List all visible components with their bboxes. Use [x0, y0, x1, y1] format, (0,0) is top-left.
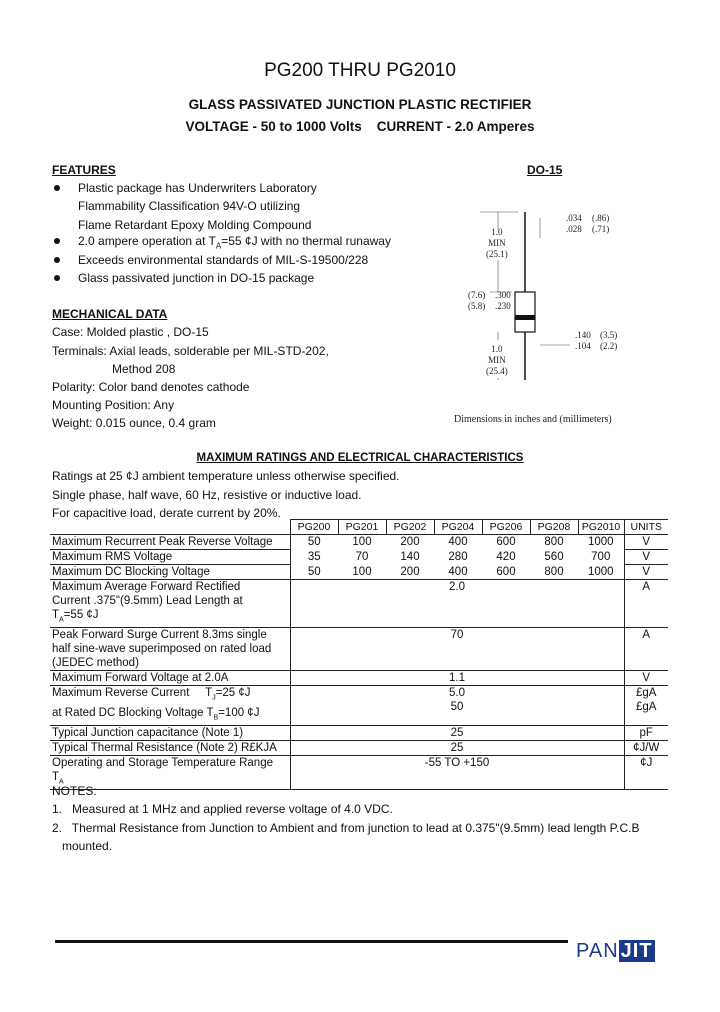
- feature-line: Glass passivated junction in DO-15 package: [78, 271, 315, 285]
- column-header: PG208: [530, 520, 578, 535]
- cell-value: 400: [448, 536, 468, 548]
- column-header: PG202: [386, 520, 434, 535]
- dim-lead-length-bottom: 1.0 MIN (25.4): [486, 344, 508, 376]
- logo-text-jit: JIT: [620, 940, 653, 962]
- cell-value: 70: [290, 628, 624, 671]
- cell-value: 400: [448, 565, 468, 578]
- cell-value: 5.0 50: [290, 686, 624, 726]
- table-row: [50, 755, 668, 789]
- cell-value: 1000: [587, 565, 614, 578]
- cell-unit: A: [624, 580, 668, 628]
- row-label: Maximum Average Forward Rectified Current .375"(9.5mm) Lead Length at $T_A=55$ ¢J: [50, 580, 290, 628]
- cell-value: 50: [307, 565, 321, 578]
- dim-lead-diameter-mm: (.86) (.71): [592, 213, 610, 234]
- mechanical-line: Polarity: Color band denotes cathode: [52, 380, 250, 394]
- table-row: [50, 725, 668, 740]
- cell-value: 25: [290, 725, 624, 740]
- dimensions-caption: Dimensions in inches and (millimeters): [454, 414, 612, 425]
- cell-value: 140: [400, 550, 420, 563]
- feature-line: Flame Retardant Epoxy Molding Compound: [78, 218, 312, 232]
- mechanical-heading: MECHANICAL DATA: [52, 307, 168, 321]
- table-row: [50, 671, 668, 686]
- cell-unit: A: [624, 628, 668, 671]
- cell-value: 800: [544, 565, 564, 578]
- cell-value: 25: [290, 740, 624, 755]
- mechanical-line: Mounting Position: Any: [52, 398, 175, 412]
- feature-line: Flammability Classification 94V-O utilizing: [78, 199, 301, 213]
- notes-heading: NOTES:: [52, 784, 97, 798]
- note-item: mounted.: [62, 839, 113, 853]
- cell-value: 800: [544, 536, 564, 548]
- cell-value: 420: [496, 550, 516, 563]
- table-row: [50, 550, 668, 565]
- dim-lead-diameter: .034 .028: [566, 213, 582, 234]
- table-row: [50, 580, 668, 628]
- table-row: [50, 535, 668, 550]
- ratings-table: [50, 519, 668, 790]
- cell-unit: £gA £gA: [624, 686, 668, 726]
- dim-body-length: .300 .230: [495, 290, 511, 311]
- row-label: Maximum Forward Voltage at 2.0A: [50, 671, 290, 686]
- features-heading: FEATURES: [52, 163, 116, 177]
- ratings-heading: MAXIMUM RATINGS AND ELECTRICAL CHARACTERISTICS: [196, 452, 524, 464]
- row-label: Maximum DC Blocking Voltage: [50, 565, 290, 580]
- subtitle-rectifier: GLASS PASSIVATED JUNCTION PLASTIC RECTIFIER: [188, 97, 532, 112]
- note-item: 1. Measured at 1 MHz and applied reverse voltage of 4.0 VDC.: [52, 802, 393, 816]
- column-header: PG200: [290, 520, 338, 535]
- column-header: PG206: [482, 520, 530, 535]
- cell-value: 560: [544, 550, 564, 563]
- page-title: PG200 THRU PG2010: [264, 60, 456, 81]
- cell-value: 50: [307, 536, 321, 548]
- cell-unit: ¢J/W: [624, 740, 668, 755]
- cell-value: 600: [496, 565, 516, 578]
- cell-unit: V: [624, 671, 668, 686]
- note-item: 2. Thermal Resistance from Junction to Ambient and from junction to lead at 0.375"(9.5mm) lead length P.C.B: [52, 821, 640, 835]
- row-label: Typical Thermal Resistance (Note 2) R£KJA: [50, 740, 290, 755]
- cell-value: 280: [448, 550, 468, 563]
- row-label: Maximum Reverse Current $T_J=25$ ¢J at Rated DC Blocking Voltage $T_B=100$ ¢J: [50, 686, 290, 726]
- cell-value: 200: [400, 565, 420, 578]
- package-label: DO-15: [527, 163, 563, 177]
- cell-value: 35: [307, 550, 321, 563]
- ratings-note: For capacitive load, derate current by 20%.: [52, 506, 281, 520]
- mechanical-line: Method 208: [112, 362, 176, 376]
- cell-unit: ¢J: [624, 755, 668, 789]
- dim-body-diameter: .140 .104: [575, 330, 591, 351]
- dim-lead-length-top: 1.0 MIN (25.1): [486, 227, 508, 259]
- dim-body-length-mm: (7.6) (5.8): [468, 290, 486, 311]
- column-header: PG2010: [578, 520, 624, 535]
- cell-value: 700: [591, 550, 611, 563]
- feature-line: 2.0 ampere operation at $T_A=55$ ¢J with no thermal runaway: [78, 234, 391, 251]
- row-label: Maximum RMS Voltage: [50, 550, 290, 565]
- table-row: [50, 565, 668, 580]
- ratings-note: Ratings at 25 ¢J ambient temperature unless otherwise specified.: [52, 469, 400, 483]
- cell-unit: V: [624, 565, 668, 580]
- column-header: PG201: [338, 520, 386, 535]
- mechanical-line: Terminals: Axial leads, solderable per MIL-STD-202,: [52, 344, 329, 358]
- row-label: Maximum Recurrent Peak Reverse Voltage: [50, 535, 290, 550]
- table-row: [50, 628, 668, 671]
- cell-value: 100: [352, 565, 372, 578]
- column-header: PG204: [434, 520, 482, 535]
- cell-value: 600: [496, 536, 516, 548]
- mechanical-line: Weight: 0.015 ounce, 0.4 gram: [52, 416, 216, 430]
- table-row: [50, 740, 668, 755]
- table-header-row: [50, 520, 668, 535]
- row-label: Operating and Storage Temperature Range $T_A$: [50, 755, 290, 789]
- cell-value: 100: [352, 536, 372, 548]
- subtitle-ratings: VOLTAGE - 50 to 1000 Volts CURRENT - 2.0 Amperes: [185, 119, 535, 134]
- row-label: Peak Forward Surge Current 8.3ms single half sine-wave superimposed on rated load (JEDEC method): [50, 628, 290, 671]
- cell-value: 1000: [587, 536, 614, 548]
- diode-body: [515, 292, 535, 332]
- feature-line: Plastic package has Underwriters Laboratory: [78, 181, 317, 195]
- cell-value: 200: [400, 536, 420, 548]
- dim-body-diameter-mm: (3.5) (2.2): [600, 330, 618, 351]
- cell-unit: pF: [624, 725, 668, 740]
- logo-text-pan: PAN: [576, 940, 619, 962]
- cell-unit: V: [624, 535, 668, 550]
- footer-rule: [55, 940, 568, 943]
- row-label: Typical Junction capacitance (Note 1): [50, 725, 290, 740]
- cell-value: 2.0: [290, 580, 624, 628]
- column-header: UNITS: [624, 520, 668, 535]
- mechanical-line: Case: Molded plastic , DO-15: [52, 325, 209, 339]
- ratings-note: Single phase, half wave, 60 Hz, resistive or inductive load.: [52, 488, 362, 502]
- cathode-band: [515, 315, 535, 320]
- cell-value: 1.1: [290, 671, 624, 686]
- table-row: [50, 686, 668, 726]
- feature-line: Exceeds environmental standards of MIL-S-19500/228: [78, 253, 369, 267]
- cell-value: -55 TO +150: [290, 755, 624, 789]
- panjit-logo: [576, 940, 655, 963]
- cell-unit: V: [624, 550, 668, 565]
- cell-value: 70: [355, 550, 369, 563]
